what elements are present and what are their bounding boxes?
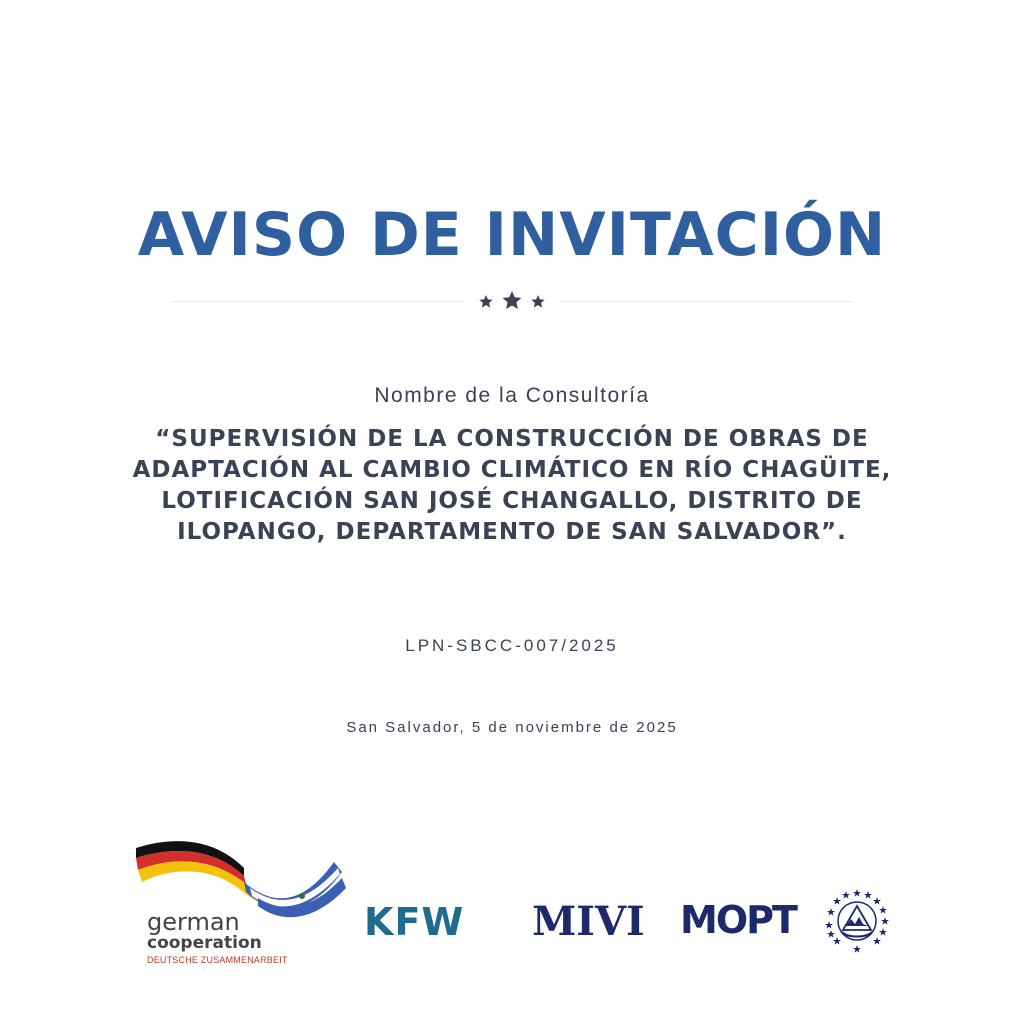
divider-line-right [560,301,852,302]
el-salvador-coat-of-arms-icon [822,886,892,956]
consultancy-name-line: ILOPANGO, DEPARTAMENTO DE SAN SALVADOR”. [177,519,847,545]
tender-code: LPN-SBCC-007/2025 [405,636,619,655]
consultancy-name-line: “SUPERVISIÓN DE LA CONSTRUCCIÓN DE OBRAS DE [155,426,869,452]
consultancy-name-line: ADAPTACIÓN AL CAMBIO CLIMÁTICO EN RÍO CHAGÜITE, [132,457,892,483]
title-divider [172,289,852,313]
consultancy-name [92,424,932,548]
deutsche-zusammenarbeit-text: DEUTSCHE ZUSAMMENARBEIT [147,955,288,965]
german-wordmark: german [147,908,240,936]
consultancy-label: Nombre de la Consultoría [374,384,650,407]
mopt-logo: MOPT [680,898,796,942]
sponsor-logos [0,830,1024,970]
consultancy-name-line: LOTIFICACIÓN SAN JOSÉ CHANGALLO, DISTRITO DE [161,488,863,514]
divider-line-left [172,301,464,302]
cooperation-wordmark: cooperation [147,933,262,953]
mivi-logo: MIVI [532,898,645,945]
page-title: AVISO DE INVITACIÓN [137,200,887,270]
three-stars-icon [472,289,552,313]
german-cooperation-logo [134,838,354,968]
flag-ribbon-icon [134,838,354,918]
issue-date: San Salvador, 5 de noviembre de 2025 [346,719,678,736]
kfw-logo: KFW [364,900,465,944]
